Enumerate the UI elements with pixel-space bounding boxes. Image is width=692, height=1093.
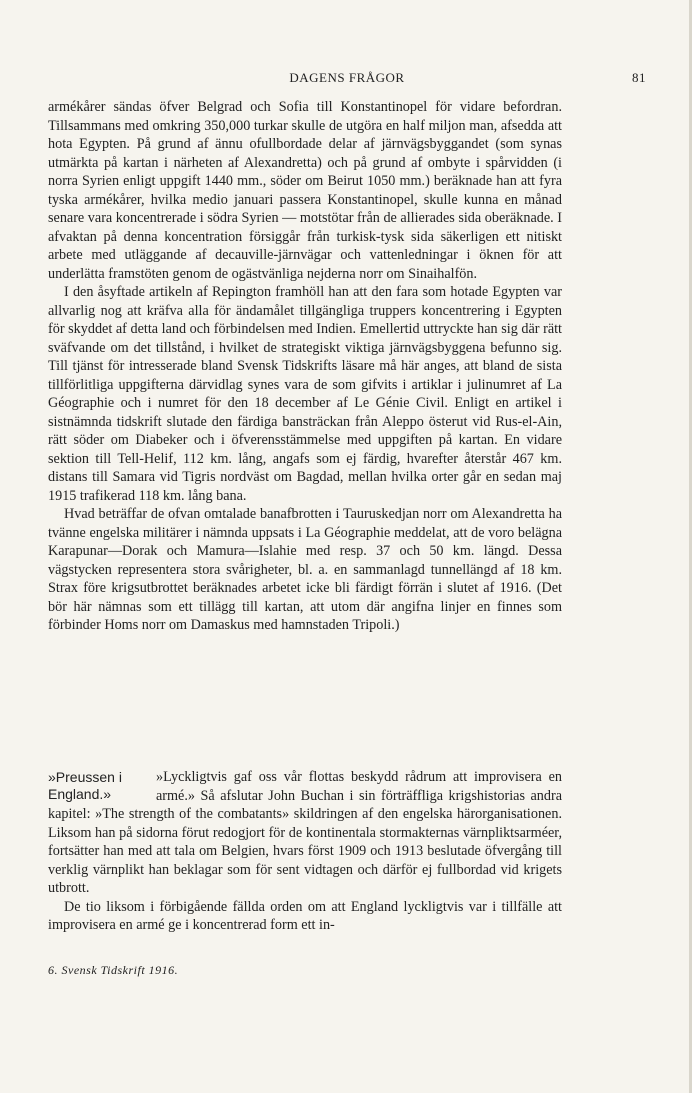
section-preussen-i-england [48, 768, 562, 935]
paragraph: De tio liksom i förbigående fällda orden om att England lyckligtvis var i tillfälle att improvisera en armé ge i koncentrerad form ett in- [48, 898, 562, 933]
paragraph: »Lyckligtvis gaf oss vår flottas beskydd rådrum att improvisera en armé.» Så afslutar John Buchan i sin förträffliga krigshistorias andra kapitel: »The strength of the combatants» skildringen af den engelska härorganisationen. Liksom han på sidorna förut redogjort för de kontinentala stormakternas värnpliktsarméer, fortsätter han med att tala om Belgien, hvars först 1909 och 1913 beslutade öfvergång till verklig värnplikt han beklagar som för sent vidtagen och därför ej fullbordad vid krigets utbrott. [48, 769, 562, 896]
paragraph: Hvad beträffar de ofvan omtalade banafbrotten i Tauruskedjan norr om Alexandretta ha tvänne engelska militärer i nämnda uppsats i La Géographie meddelat, att de voro belägna Karapunar—Dorak och Mamura—Islahie med resp. 37 och 50 km. längd. Dessa vägstycken representera stora svårigheter, bl. a. en sammanlagd tunnellängd af 18 km. Strax före krigsutbrottet beräknades arbetet icke bli färdigt förrän i slutet af 1916. (Det bör här nämnas som ett tillägg till kartan, att utom där angifna linjer en finnes som förbinder Homs norr om Damaskus med hamnstaden Tripoli.) [48, 506, 562, 633]
paragraph: I den åsyftade artikeln af Repington framhöll han att den fara som hotade Egypten var allvarlig nog att kräfva alla för ändamålet tillgängliga truppers koncentrering i Egypten för skyddet af detta land och förbindelsen med Indien. Emellertid uttryckte han sig där rätt sväfvande om det tillstånd, i hvilket de strategiskt viktiga järnvägsbyggena befunno sig. Till tjänst för intresserade bland Svensk Tidskrifts läsare må här anges, att bland de sista tillförlitliga uppgifterna därvidlag synes vara de som gifvits i artiklar i julinumret af La Géographie och i numret för den 18 december af Le Génie Civil. Enligt en artikel i sistnämnda tidskrift slutade den färdiga bansträckan från Aleppo österut vid Rus-el-Ain, rätt söder om Diabeker och i öfverensstämmelse med uppgiften på kartan. En vidare sektion till Tell-Helif, 112 km. lång, angafs som ej färdig, hvarefter återstår 467 km. distans till Samara vid Tigris nordväst om Bagdad, mellan hvilka orter går en sedan maj 1915 trafikerad 118 km. lång bana. [48, 284, 562, 504]
paragraph: armékårer sändas öfver Belgrad och Sofia till Konstantinopel för vidare befordran. Tillsammans med omkring 350,000 turkar skulle de utgöra en half miljon man, afsedda att hota Egypten. På grund af ännu ofullbordade delar af järnvägsbyggandet (som synas utmärkta på kartan i närheten af Alexandretta) och på grund af ombyte i spårvidden (i norra Syrien enligt uppgift 1440 mm., söder om Beirut 1050 mm.) beräknade han att fyra tyska armékårer, hvilka medio januari passera Konstantinopel, skulle kunna en månad senare vara koncentrerade i södra Syrien — motstötar från de allierades sida oberäknade. I afvaktan på denna koncentration försiggår från turkisk-tysk sida säkerligen ett nitiskt arbete med utläggande af decauville-järnvägar och vattenledningar i öknen för att underlätta framstöten genom de ogästvänliga nejderna norr om Sinaihalfön. [48, 99, 562, 282]
page-number: 81 [632, 70, 646, 85]
main-text [48, 98, 562, 635]
marginal-heading: »Preussen i England.» [48, 769, 122, 802]
running-title: DAGENS FRÅGOR [289, 70, 405, 85]
page-header [48, 70, 646, 90]
printer-signature: 6. Svensk Tidskrift 1916. [48, 963, 179, 977]
